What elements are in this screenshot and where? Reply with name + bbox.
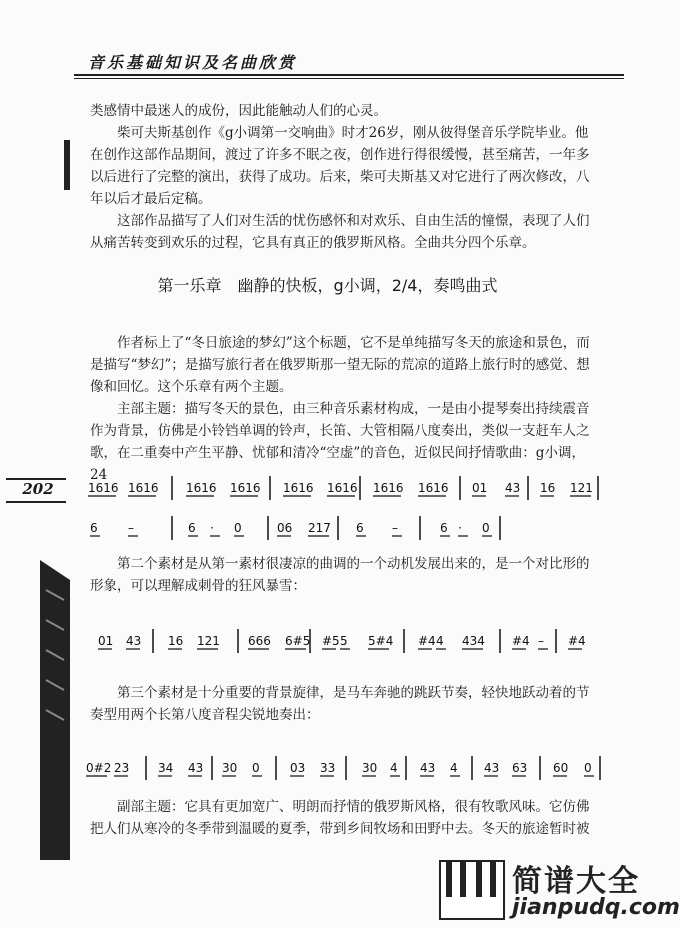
score-line3-note: 434: [462, 634, 485, 648]
score-line4-note: 30: [222, 761, 238, 775]
score-line1-note: 1616: [418, 481, 449, 495]
score-line1-note: 121: [570, 481, 593, 495]
score-line1-note: 1616: [230, 481, 261, 495]
score-line3-note: 01: [98, 634, 114, 648]
score-line2-note: 0: [234, 521, 242, 535]
score-line4-note: 33: [320, 761, 336, 775]
score-line2-note: 6: [90, 521, 98, 535]
score-line4-note: 43: [484, 761, 500, 775]
score-line2-note: –: [128, 521, 134, 535]
score-line2-note: –: [392, 521, 398, 535]
paragraph-3: 这部作品描写了人们对生活的忧伤感怀和对欢乐、自由生活的憧憬，表现了人们从痛苦转变到欢乐的过程，它具有真正的俄罗斯风格。全曲共分四个乐章。: [90, 213, 590, 251]
score-line3-note: –: [538, 634, 544, 648]
score-line3-note: 43: [126, 634, 142, 648]
paragraph-7: 第三个素材是十分重要的背景旋律，是马车奔驰的跳跃节奏，轻快地跃动着的节奏型用两个长第八度音程尖锐地奏出：: [90, 685, 590, 723]
score-line3-note: #4: [512, 634, 530, 648]
running-header: 音乐基础知识及名曲欣赏: [88, 53, 298, 72]
score-line3-note: #4: [418, 634, 436, 648]
score-line2-note: ·: [210, 521, 214, 535]
paragraph-2: 柴可夫斯基创作《g小调第一交响曲》时才26岁，刚从彼得堡音乐学院毕业。他在创作这部作品期间，渡过了许多不眠之夜，创作进行得很缓慢，甚至痛苦，一年多以后进行了完整的演出，获得了成功。后来，柴可夫斯基又对它进行了两次修改，八年以后才最后定稿。: [90, 125, 590, 207]
score-line4-note: 03: [290, 761, 306, 775]
score-line1-note: 01: [472, 481, 488, 495]
score-line1-note: 1616: [327, 481, 358, 495]
score-line4-note: 43: [188, 761, 204, 775]
score-line1-note: 1616: [128, 481, 159, 495]
score-line4-note: 0: [252, 761, 260, 775]
logo-url: jianpudq.com: [512, 895, 680, 920]
score-line4-note: 30: [362, 761, 378, 775]
score-line3-note: 4: [436, 634, 444, 648]
score-line4-note: 0: [584, 761, 592, 775]
score-line3-note: 6#5: [285, 634, 311, 648]
score-line3-note: #4: [568, 634, 586, 648]
score-line1-note: 43: [505, 481, 521, 495]
score-line3-note: 5: [340, 634, 348, 648]
score-line3-note: #5: [322, 634, 340, 648]
score-line2-note: ·: [458, 521, 462, 535]
paragraph-4: 作者标上了“冬日旅途的梦幻”这个标题，它不是单纯描写冬天的旅途和景色，而是描写“梦幻”；是描写旅行者在俄罗斯那一望无际的荒凉的道路上旅行时的感觉、想像和回忆。这个乐章有两个主题。: [90, 335, 590, 395]
score-line4-note: 4: [390, 761, 398, 775]
score-line4-note: 63: [512, 761, 528, 775]
page-number: 202: [22, 480, 54, 498]
page-edge-decoration: [40, 560, 70, 860]
score-line4-note: 43: [420, 761, 436, 775]
score-line2-note: 6: [188, 521, 196, 535]
score-line1-note: 1616: [283, 481, 314, 495]
score-line3-note: 16: [168, 634, 184, 648]
paragraph-8: 副部主题：它具有更加宽广、明朗而抒情的俄罗斯风格，很有牧歌风味。它仿佛把人们从寒冷的冬季带到温暖的夏季，带到乡间牧场和田野中去。冬天的旅途暂时被: [90, 799, 590, 837]
score-line2-note: 217: [308, 521, 331, 535]
score-line2-note: 0: [482, 521, 490, 535]
score-line3-note: 666: [248, 634, 271, 648]
score-line1-note: 1616: [88, 481, 119, 495]
score-line1-note: 1616: [186, 481, 217, 495]
score-line2-note: 6: [356, 521, 364, 535]
score-line4-note: 0#2: [86, 761, 112, 775]
movement-heading: 第一乐章 幽静的快板，g小调，2/4，奏鸣曲式: [157, 276, 498, 295]
score-line1-note: 1616: [373, 481, 404, 495]
score-line3-note: 5#4: [368, 634, 394, 648]
score-line4-note: 23: [114, 761, 130, 775]
score-line4-note: 34: [158, 761, 174, 775]
logo-name: 简谱大全: [512, 864, 640, 899]
score-line1-note: 16: [540, 481, 556, 495]
score-line3-note: 121: [197, 634, 220, 648]
score-line2-note: 06: [277, 521, 293, 535]
score-line2-note: 6: [440, 521, 448, 535]
paragraph-5: 主部主题：描写冬天的景色，由三种音乐素材构成，一是由小提琴奏出持续震音作为背景，仿佛是小铃铛单调的铃声，长笛、大管相隔八度奏出，类似一支赶车人之歌，在二重奏中产生平静、忧郁和清冷“空虚”的音色，近似民间抒情歌曲：g小调，24: [90, 401, 590, 483]
paragraph-6: 第二个素材是从第一素材很凄凉的曲调的一个动机发展出来的，是一个对比形的形象，可以理解成刺骨的狂风暴雪：: [90, 556, 590, 594]
score-line4-note: 4: [450, 761, 458, 775]
paragraph-1: 类感情中最迷人的成份，因此能触动人们的心灵。: [90, 103, 387, 119]
score-line4-note: 60: [553, 761, 569, 775]
